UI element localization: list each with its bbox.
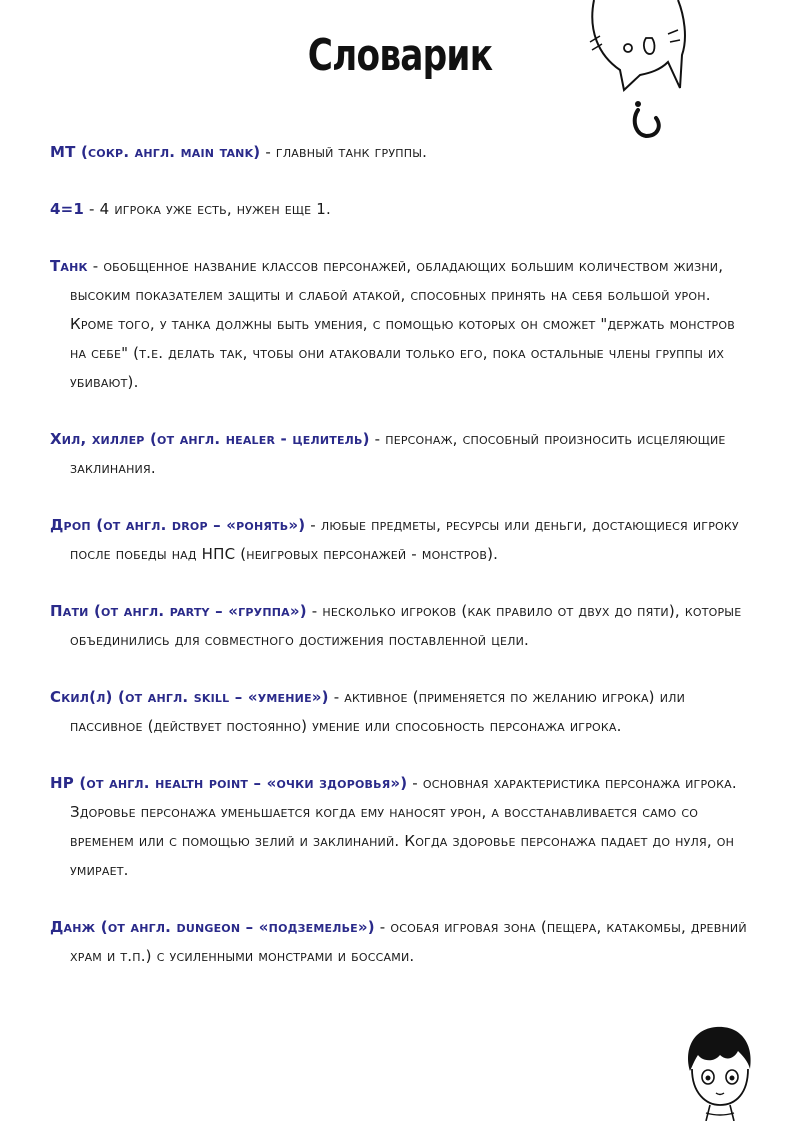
glossary-entry-healer <box>50 425 750 483</box>
glossary-entry-dungeon <box>50 913 750 971</box>
page-title: Словарик <box>307 30 493 81</box>
glossary-entry-main-tank <box>50 138 750 167</box>
glossary-entry-party <box>50 597 750 655</box>
glossary-entry-4-1 <box>50 195 750 224</box>
entry-definition: 4 игрока уже есть, нужен еще 1. <box>99 200 331 218</box>
entry-term: Дроп (от англ. drop – «ронять») <box>50 516 306 534</box>
entry-definition: любые предметы, ресурсы или деньги, достающиеся игроку после победы над НПС (неигровых персонажей - монстров). <box>70 516 739 563</box>
entry-term: Хил, хиллер (от англ. healer - целитель) <box>50 430 370 448</box>
chibi-boy-icon <box>680 1021 760 1121</box>
entry-separator: - <box>407 774 423 792</box>
cat-doodle-icon <box>580 0 690 150</box>
entry-separator: - <box>328 688 345 706</box>
entry-definition: активное (применяется по желанию игрока) или пассивное (действует постоянно) умение или способность персонажа игрока. <box>70 688 686 735</box>
entry-term: Пати (от англ. party – «группа») <box>50 602 307 620</box>
glossary-entry-hp <box>50 769 750 885</box>
entry-separator: - <box>260 143 276 161</box>
entry-separator: - <box>374 918 391 936</box>
entry-separator: - <box>87 257 104 275</box>
entry-definition: особая игровая зона (пещера, катакомбы, древний храм и т.п.) с усиленными монстрами и боссами. <box>70 918 747 965</box>
glossary-entry-tank <box>50 252 750 397</box>
entry-definition: персонаж, способный произносить исцеляющие заклинания. <box>70 430 726 477</box>
glossary-list <box>50 138 750 999</box>
entry-separator: - <box>84 200 100 218</box>
entry-definition: главный танк группы. <box>275 143 428 161</box>
entry-term: 4=1 <box>50 200 85 218</box>
entry-term: Танк <box>50 257 88 275</box>
entry-definition: несколько игроков (как правило от двух до пяти), которые объединились для совместного достижения поставленной цели. <box>70 602 742 649</box>
entry-term: HP (от англ. health point – «очки здоровья») <box>50 774 408 792</box>
entry-separator: - <box>305 516 321 534</box>
entry-term: Данж (от англ. dungeon – «подземелье») <box>50 918 375 936</box>
entry-definition: обобщенное название классов персонажей, обладающих большим количеством жизни, высоким показателем защиты и слабой атакой, способных принять на себя большой урон. Кроме того, у танка должны быть умения, с помощью которых он сможет "держать монстров на себе" (т.е. делать так, чтобы они атаковали только его, пока остальные члены группы их убивают). <box>70 257 735 391</box>
entry-definition: основная характеристика персонажа игрока. Здоровье персонажа уменьшается когда ему наносят урон, а восстанавливается само со временем или с помощью зелий и заклинаний. Когда здоровье персонажа падает до нуля, он умирает. <box>70 774 737 879</box>
entry-term: МТ (сокр. англ. main tank) <box>50 143 261 161</box>
entry-term: Скил(л) (от англ. skill – «умение») <box>50 688 329 706</box>
entry-separator: - <box>306 602 323 620</box>
glossary-entry-skill <box>50 683 750 741</box>
entry-separator: - <box>369 430 386 448</box>
glossary-entry-drop <box>50 511 750 569</box>
